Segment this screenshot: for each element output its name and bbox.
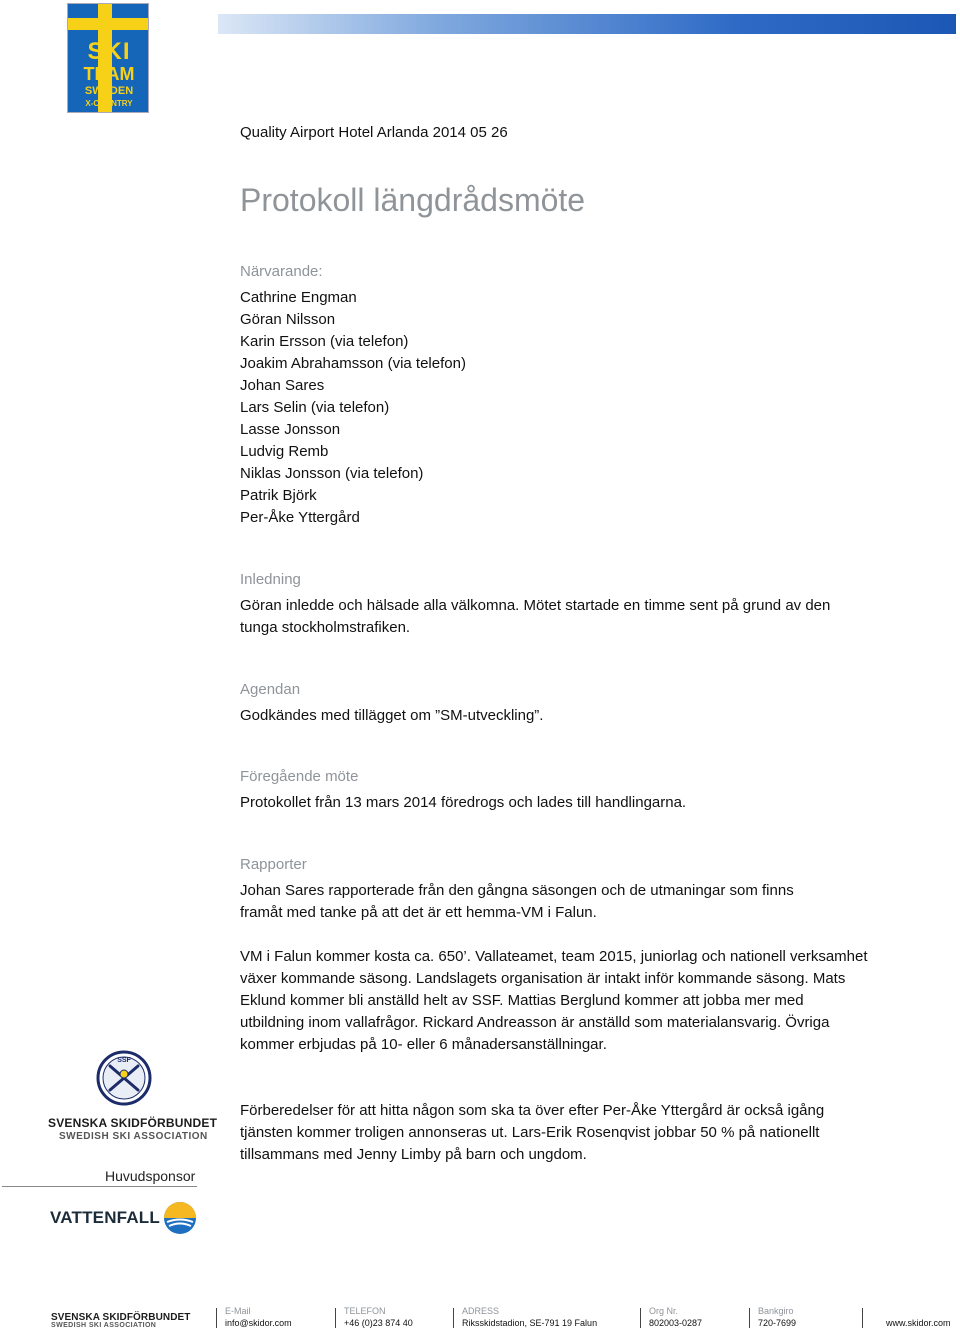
footer-separator [640,1308,641,1328]
footer-email [225,1306,292,1328]
attendee-item: Joakim Abrahamsson (via telefon) [240,355,466,372]
attendee-item: Johan Sares [240,377,325,394]
footer-separator [335,1308,336,1328]
ssf-org-name: SVENSKA SKIDFÖRBUNDET [48,1116,218,1130]
footer-separator [749,1308,750,1328]
footer-website [886,1306,951,1328]
section-heading-rapporter: Rapporter [240,856,307,873]
footer-email-value[interactable]: info@skidor.com [225,1318,292,1328]
attendee-item: Niklas Jonsson (via telefon) [240,465,424,482]
footer-org-name-english: SWEDISH SKI ASSOCIATION [51,1322,157,1329]
sponsor-divider [2,1186,197,1187]
footer-phone-label: TELEFON [344,1306,386,1316]
footer-separator [453,1308,454,1328]
footer-address-value: Riksskidstadion, SE-791 19 Falun [462,1318,598,1328]
footer-email-label: E-Mail [225,1306,251,1316]
attendee-list [240,287,466,529]
main-sponsor-label: Huvudsponsor [105,1168,196,1184]
section-heading-foregaende: Föregående möte [240,768,359,785]
logo-text-line: TEAM [83,64,135,84]
footer-org-nr-label: Org Nr. [649,1306,679,1316]
ssf-emblem-text: SSF [117,1057,131,1064]
footer-address-label: ADRESS [462,1306,500,1316]
footer-bankgiro-value: 720-7699 [758,1318,797,1328]
sponsor-name: VATTENFALL [50,1208,160,1227]
section-text-inledning: Göran inledde och hälsade alla välkomna. Mötet startade en timme sent på grund av den tunga stockholmstrafiken. [240,597,831,636]
ski-team-sweden-logo [67,3,149,113]
footer-phone-value: +46 (0)23 874 40 [344,1318,413,1328]
footer-org-name: SVENSKA SKIDFÖRBUNDET [51,1312,191,1323]
section-text-rapporter-3: Förberedelser för att hitta någon som ska ta över efter Per-Åke Yttergård är också igång tjänsten kommer troligen annonseras ut. Lars-Erik Rosenqvist jobbar 50 % på nationellt tillsammans med Jenny Limby på barn och ungdom. [240,1102,825,1163]
footer-org-nr [649,1306,702,1328]
attendee-item: Ludvig Remb [240,443,329,460]
meeting-location-date: Quality Airport Hotel Arlanda 2014 05 26 [240,124,508,141]
footer-separator [862,1308,863,1328]
logo-text-line: X-COUNTRY [85,99,133,108]
section-heading-agendan: Agendan [240,681,301,698]
section-text-foregaende: Protokollet från 13 mars 2014 föredrogs och lades till handlingarna. [240,794,687,811]
footer-org-nr-value: 802003-0287 [649,1318,703,1328]
attendee-item: Lasse Jonsson [240,421,341,438]
attendee-item: Cathrine Engman [240,289,357,306]
footer-separator [216,1308,217,1328]
ssf-org-name-english: SWEDISH SKI ASSOCIATION [59,1131,208,1142]
attendee-item: Göran Nilsson [240,311,336,328]
footer-website-value[interactable]: www.skidor.com [886,1318,951,1328]
section-text-rapporter-2: VM i Falun kommer kosta ca. 650’. Vallateamet, team 2015, juniorlag och nationell verksamhet växer kommande säsong. Landslagets organisation är intakt inför kommande säsong. Mats Eklund kommer bli anställd helt av SSF. Mattias Berglund kommer att jobba mer med utbildning inom vallafrågor. Rickard Andreasson är anställd som materialansvarig. Övriga kommer erbjudas på 10- eller 6 månadersanställningar. [240,948,868,1053]
header-gradient-bar [218,14,956,34]
attendees-label: Närvarande: [240,263,323,280]
vattenfall-sun-icon [163,1201,197,1235]
attendee-item: Karin Ersson (via telefon) [240,333,409,350]
logo-text-line: SKI [87,38,131,65]
footer-address [462,1306,597,1328]
footer-phone [344,1306,413,1328]
attendee-item: Per-Åke Yttergård [240,509,360,526]
footer-bankgiro [758,1306,796,1328]
attendee-item: Patrik Björk [240,487,317,504]
footer-bankgiro-label: Bankgiro [758,1306,794,1316]
logo-text-line: SWEDEN [84,85,134,97]
section-heading-inledning: Inledning [240,571,301,588]
section-text-rapporter-1: Johan Sares rapporterade från den gångna säsongen och de utmaningar som finns framåt med tanke på att det är ett hemma-VM i Falun. [240,882,794,921]
footer-website-label [886,1306,951,1316]
section-text-agendan: Godkändes med tillägget om ”SM-utveckling”. [240,707,544,724]
document-title: Protokoll längdrådsmöte [240,182,586,218]
attendee-item: Lars Selin (via telefon) [240,399,390,416]
ssf-emblem-icon [96,1050,152,1106]
logo-cross-horizontal [68,18,149,30]
